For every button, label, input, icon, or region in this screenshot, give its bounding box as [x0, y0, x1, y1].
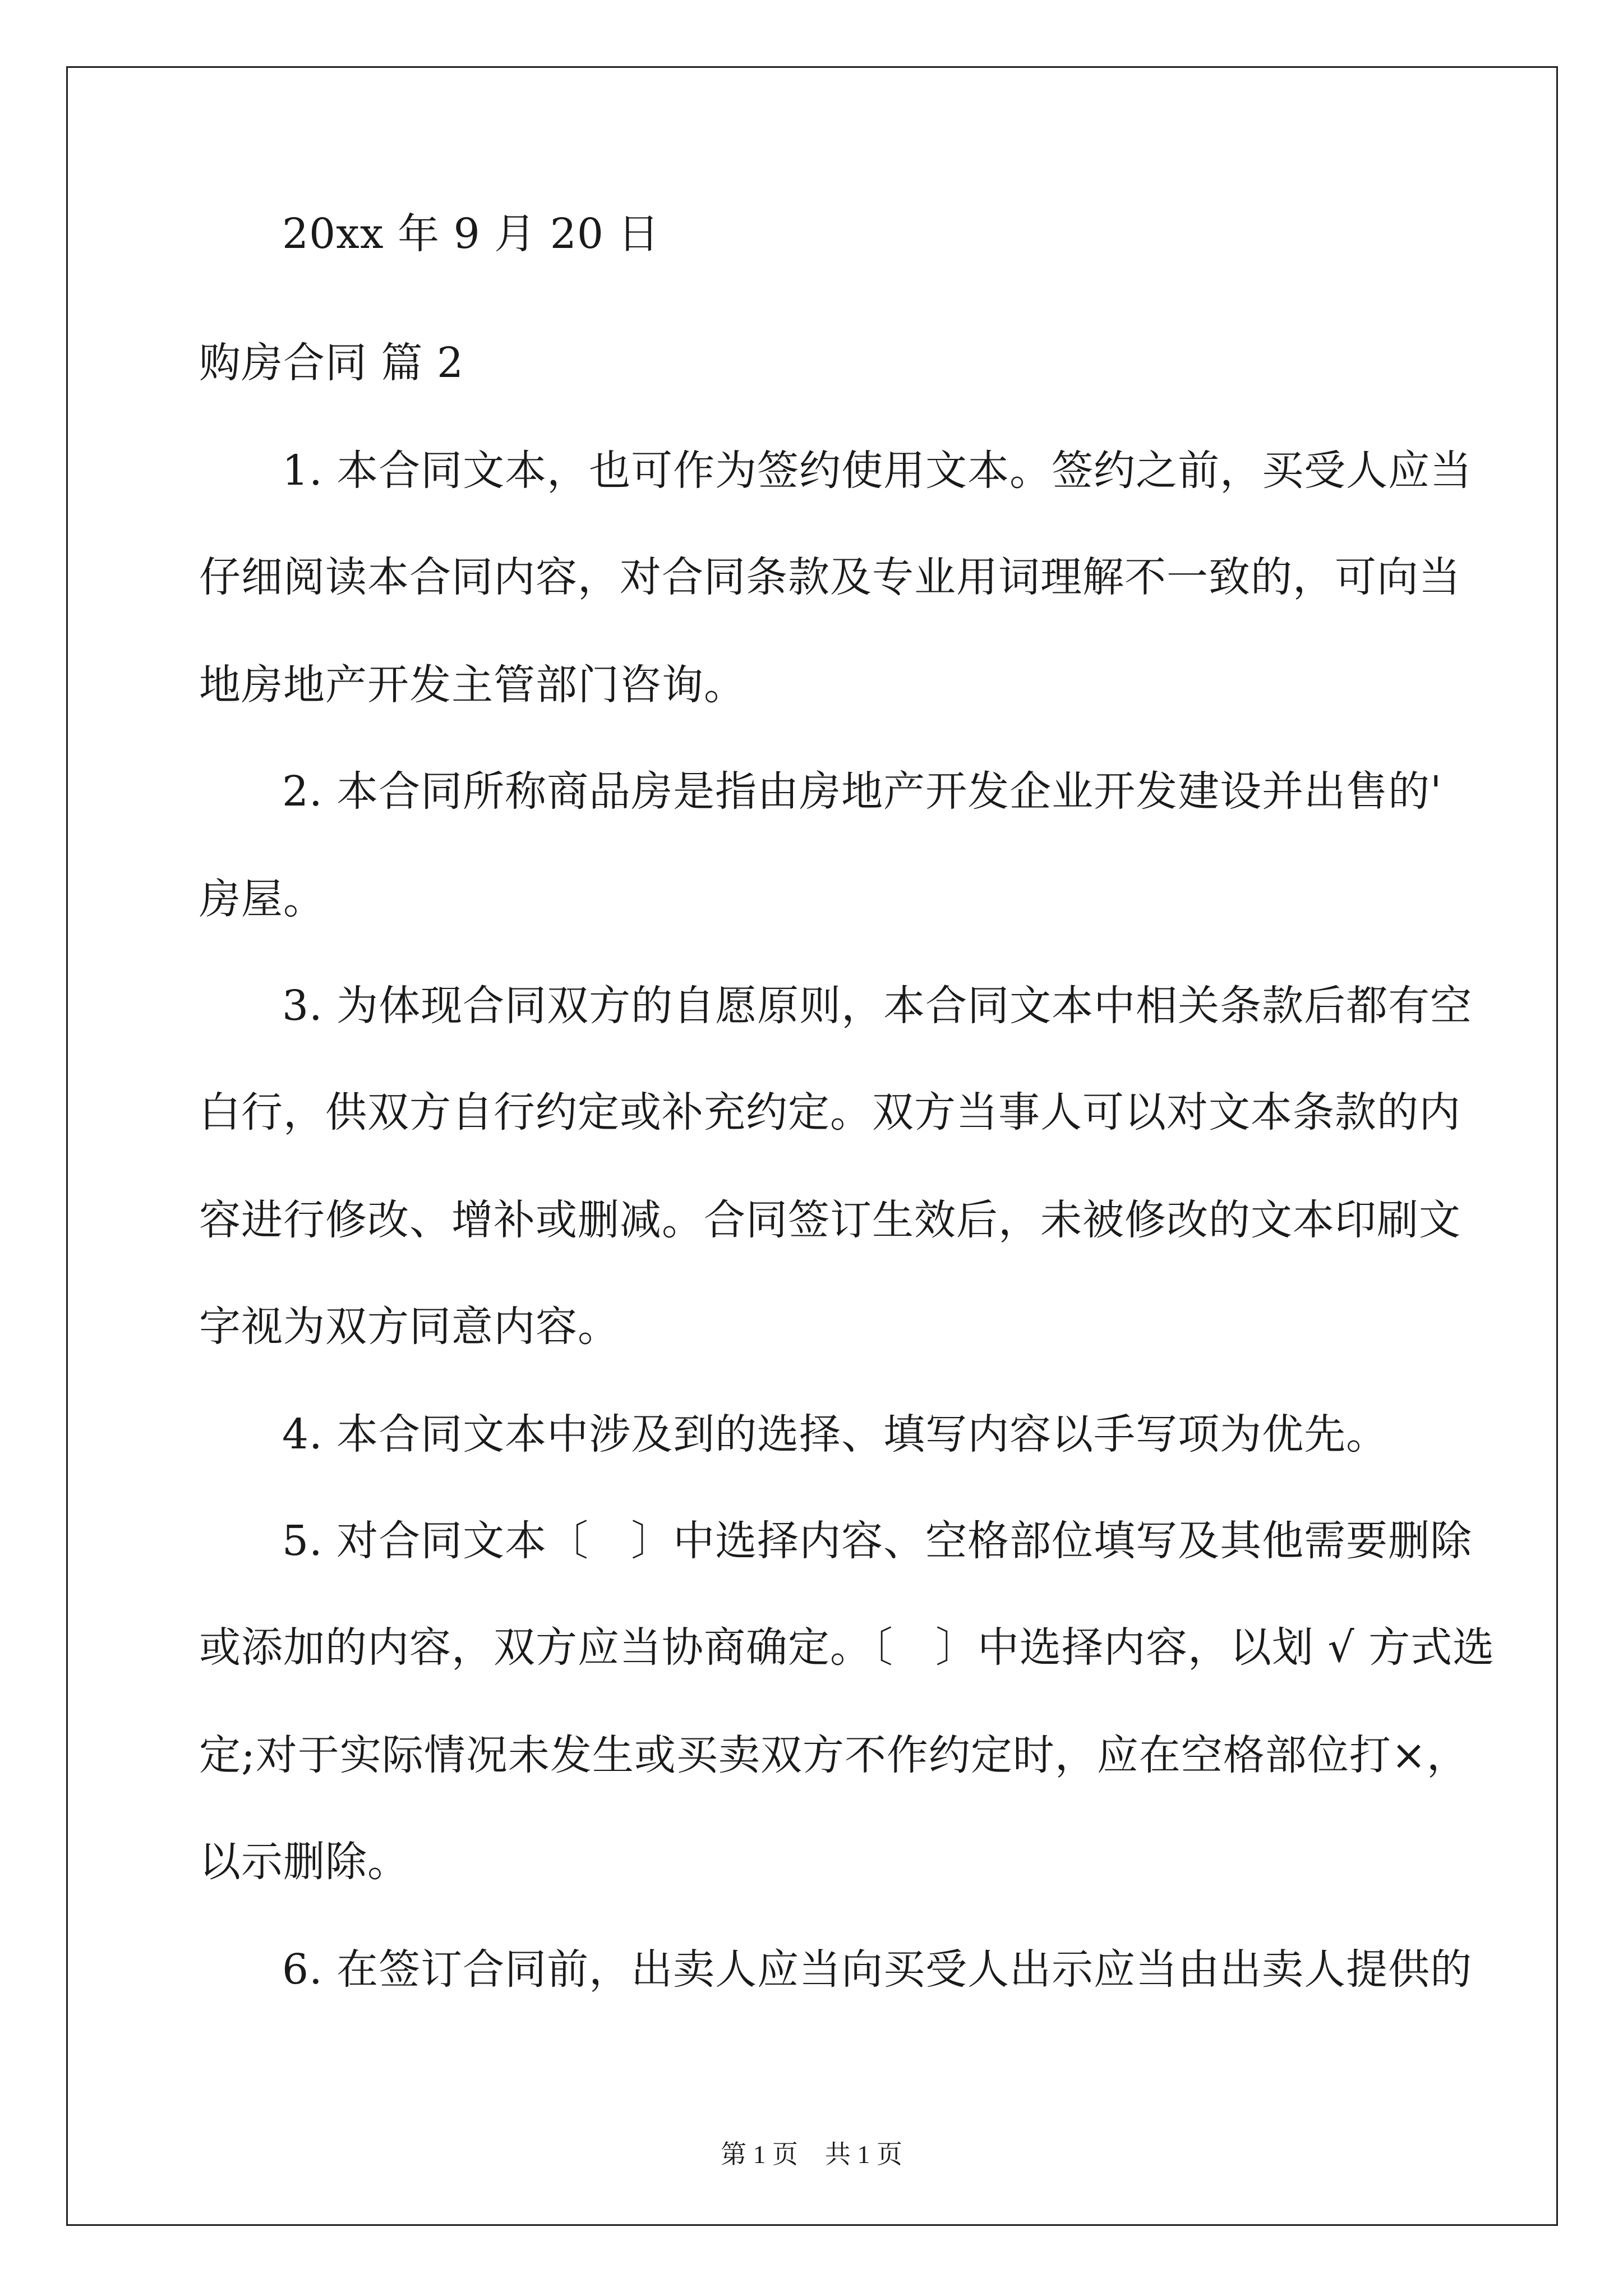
paragraph-5-line-1: 5. 对合同文本〔 〕中选择内容、空格部位填写及其他需要删除	[282, 1517, 1473, 1565]
paragraph-5-line-4: 以示删除。	[199, 1838, 409, 1886]
paragraph-1-line-2: 仔细阅读本合同内容，对合同条款及专业用词理解不一致的，可向当	[199, 553, 1461, 601]
date-line: 20xx 年 9 月 20 日	[282, 210, 660, 258]
paragraph-1-line-3: 地房地产开发主管部门咨询。	[199, 661, 746, 709]
paragraph-3-line-1: 3. 为体现合同双方的自愿原则，本合同文本中相关条款后都有空	[282, 982, 1473, 1030]
page-number-label: 第 1 页	[721, 2140, 798, 2169]
paragraph-5-line-2: 或添加的内容，双方应当协商确定。〔 〕中选择内容，以划 √ 方式选	[199, 1623, 1495, 1672]
paragraph-3-line-2: 白行，供双方自行约定或补充约定。双方当事人可以对文本条款的内	[199, 1088, 1461, 1137]
page-footer	[0, 2142, 1623, 2168]
paragraph-5-line-3: 定;对于实际情况未发生或买卖双方不作约定时，应在空格部位打×，	[199, 1731, 1469, 1779]
paragraph-3-line-4: 字视为双方同意内容。	[199, 1303, 620, 1351]
page-border	[66, 66, 1558, 2226]
paragraph-3-line-3: 容进行修改、增补或删减。合同签订生效后，未被修改的文本印刷文	[199, 1196, 1461, 1244]
page-total-label: 共 1 页	[825, 2140, 902, 2169]
section-title: 购房合同 篇 2	[199, 339, 464, 387]
paragraph-1-line-1: 1. 本合同文本，也可作为签约使用文本。签约之前，买受人应当	[282, 447, 1473, 495]
paragraph-6-line-1: 6. 在签订合同前，出卖人应当向买受人出示应当由出卖人提供的	[282, 1945, 1473, 1994]
paragraph-2-line-1: 2. 本合同所称商品房是指由房地产开发企业开发建设并出售的'	[282, 767, 1442, 816]
paragraph-4-line-1: 4. 本合同文本中涉及到的选择、填写内容以手写项为优先。	[282, 1410, 1389, 1458]
paragraph-2-line-2: 房屋。	[199, 875, 325, 923]
